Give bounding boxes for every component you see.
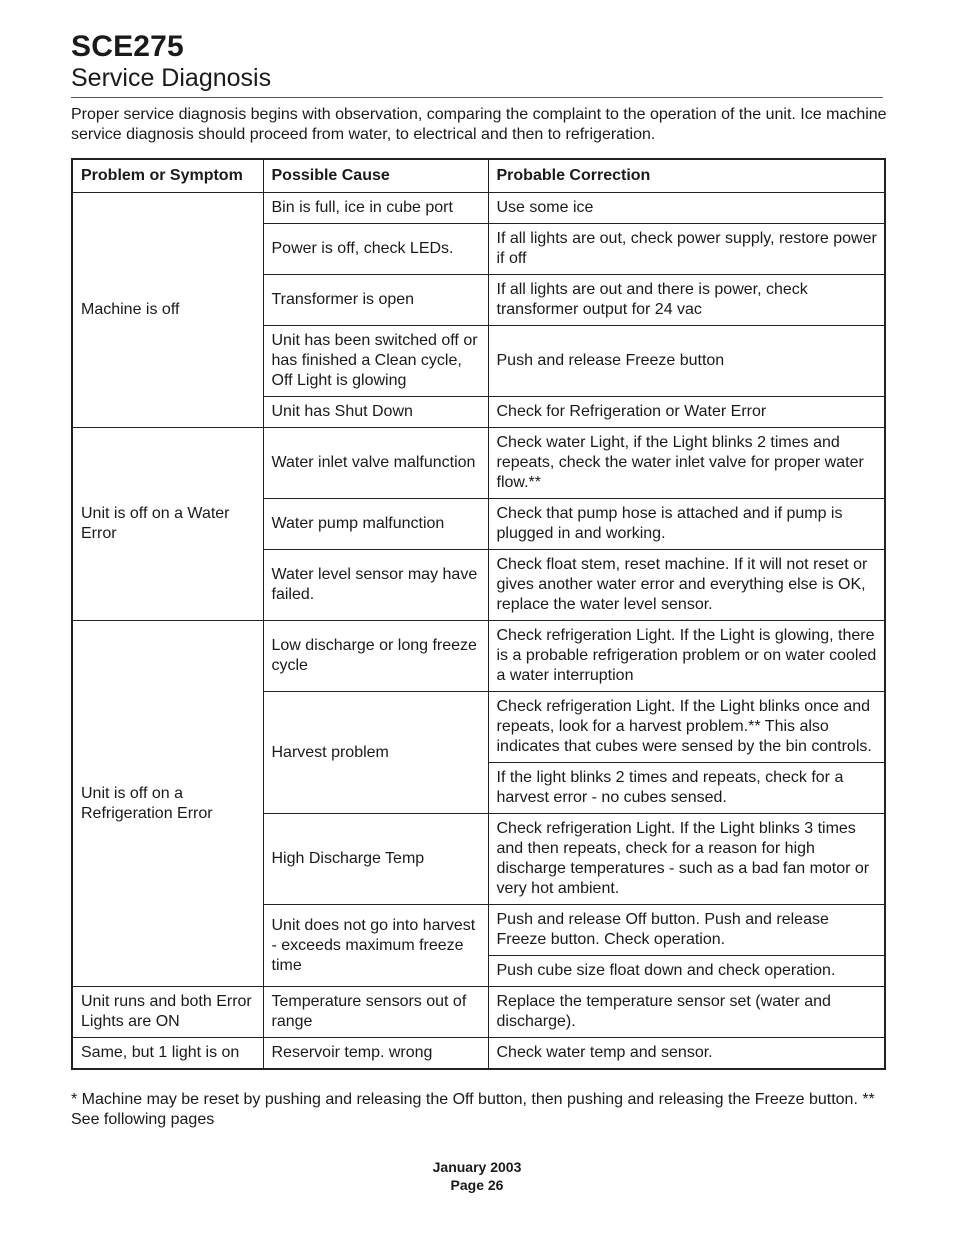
cause-cell: Water pump malfunction [263,499,488,550]
problem-cell: Machine is off [72,193,263,428]
header-problem: Problem or Symptom [72,159,263,193]
cause-cell: Bin is full, ice in cube port [263,193,488,224]
title-divider [71,97,883,98]
correction-cell: Check refrigeration Light. If the Light blinks once and repeats, look for a harvest problem.** This also indicates that cubes were sensed by the bin controls. [488,692,885,763]
correction-cell: Push and release Freeze button [488,326,885,397]
cause-cell: Harvest problem [263,692,488,814]
cause-cell: Water level sensor may have failed. [263,550,488,621]
cause-cell: Unit has been switched off or has finished a Clean cycle, Off Light is glowing [263,326,488,397]
correction-cell: Use some ice [488,193,885,224]
table-row [72,193,885,224]
table-row [72,1038,885,1070]
correction-cell: Check refrigeration Light. If the Light is glowing, there is a probable refrigeration problem or on water cooled a water interruption [488,621,885,692]
correction-cell: Check water Light, if the Light blinks 2 times and repeats, check the water inlet valve for proper water flow.** [488,428,885,499]
footnote: * Machine may be reset by pushing and releasing the Off button, then pushing and releasing the Freeze button. ** See following pages [71,1091,875,1128]
cause-cell: High Discharge Temp [263,814,488,905]
footer-page-number: Page 26 [450,1177,504,1193]
cause-cell: Unit has Shut Down [263,397,488,428]
correction-cell: If all lights are out and there is power, check transformer output for 24 vac [488,275,885,326]
intro-paragraph: Proper service diagnosis begins with observation, comparing the complaint to the operation of the unit. Ice machine service diagnosis should proceed from water, to electrical and then to refrigeration. [71,106,887,143]
problem-cell: Unit runs and both Error Lights are ON [72,987,263,1038]
correction-cell: Check for Refrigeration or Water Error [488,397,885,428]
table-header-row [72,159,885,193]
correction-cell: If all lights are out, check power supply, restore power if off [488,224,885,275]
header-correction: Probable Correction [488,159,885,193]
header-cause: Possible Cause [263,159,488,193]
cause-cell: Power is off, check LEDs. [263,224,488,275]
table-body [72,193,885,1070]
page-title: Service Diagnosis [71,64,272,92]
correction-cell: Replace the temperature sensor set (water and discharge). [488,987,885,1038]
correction-cell: Check that pump hose is attached and if pump is plugged in and working. [488,499,885,550]
footer-date: January 2003 [432,1159,522,1175]
cause-cell: Low discharge or long freeze cycle [263,621,488,692]
model-title: SCE275 [71,30,184,63]
correction-cell: Check refrigeration Light. If the Light blinks 3 times and then repeats, check for a reason for high discharge temperatures - such as a bad fan motor or very hot ambient. [488,814,885,905]
cause-cell: Reservoir temp. wrong [263,1038,488,1070]
diagnosis-table [71,158,886,1070]
correction-cell: Push cube size float down and check operation. [488,956,885,987]
correction-cell: Check water temp and sensor. [488,1038,885,1070]
problem-cell: Unit is off on a Water Error [72,428,263,621]
correction-cell: If the light blinks 2 times and repeats, check for a harvest error - no cubes sensed. [488,763,885,814]
table-row [72,621,885,692]
cause-cell: Temperature sensors out of range [263,987,488,1038]
cause-cell: Water inlet valve malfunction [263,428,488,499]
table-row [72,428,885,499]
table-row [72,987,885,1038]
correction-cell: Push and release Off button. Push and release Freeze button. Check operation. [488,905,885,956]
correction-cell: Check float stem, reset machine. If it will not reset or gives another water error and everything else is OK, replace the water level sensor. [488,550,885,621]
cause-cell: Unit does not go into harvest - exceeds maximum freeze time [263,905,488,987]
cause-cell: Transformer is open [263,275,488,326]
problem-cell: Unit is off on a Refrigeration Error [72,621,263,987]
problem-cell: Same, but 1 light is on [72,1038,263,1070]
